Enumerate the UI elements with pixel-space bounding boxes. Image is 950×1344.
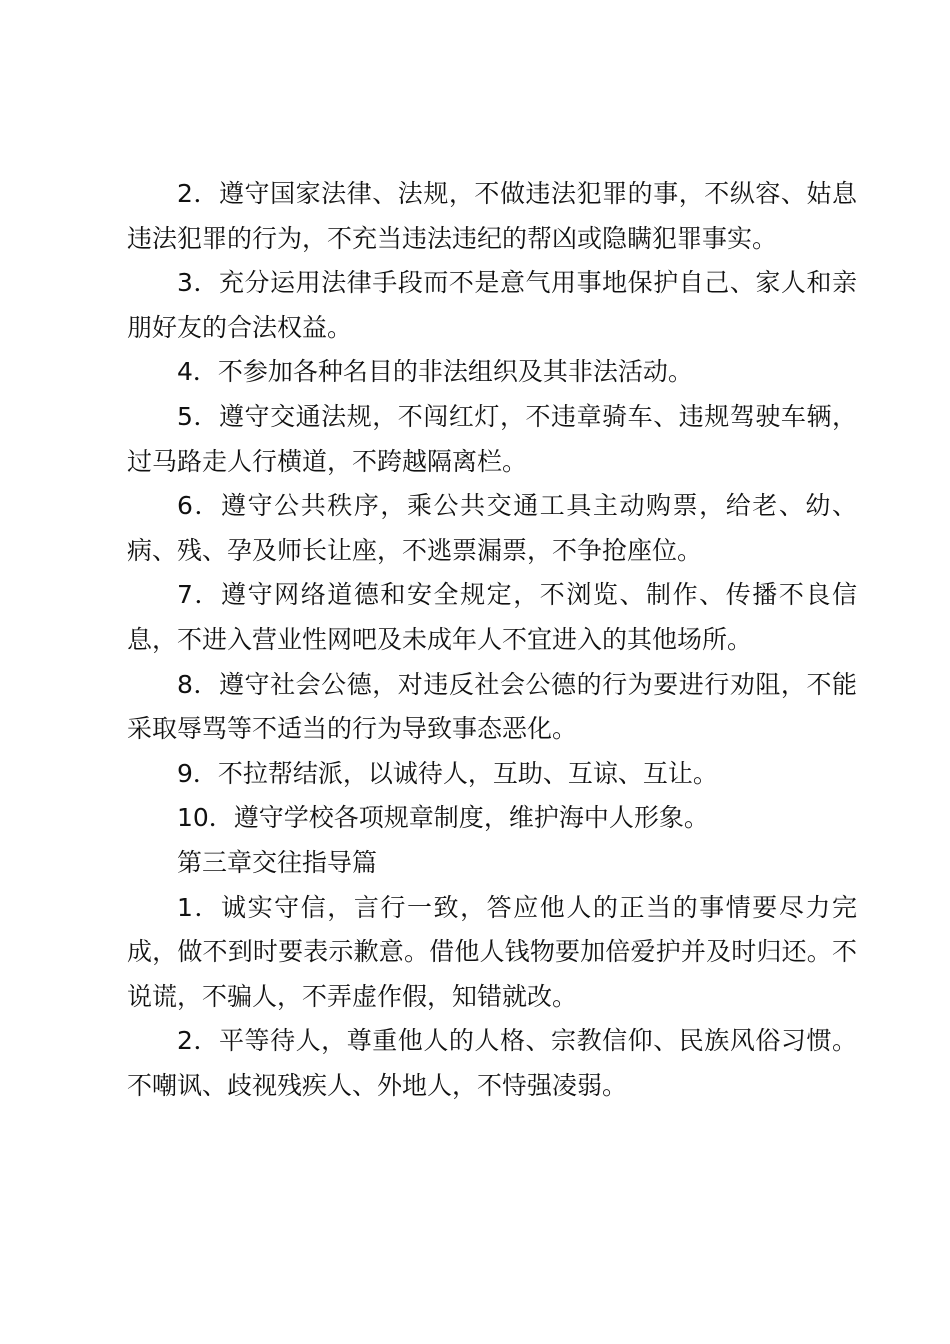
rule-3-rights: 3．充分运用法律手段而不是意气用事地保护自己、家人和亲朋好友的合法权益。 bbox=[127, 268, 857, 342]
chapter-heading: 第三章交往指导篇 bbox=[177, 847, 378, 877]
rule-5-traffic: 5．遵守交通法规，不闯红灯，不违章骑车、违规驾驶车辆，过马路走人行横道，不跨越隔离栏。 bbox=[127, 401, 857, 476]
rule-7-internet: 7．遵守网络道德和安全规定，不浏览、制作、传播不良信息，不进入营业性网吧及未成年人不宜进入的其他场所。 bbox=[127, 580, 857, 654]
rule-4-organizations: 4．不参加各种名目的非法组织及其非法活动。 bbox=[177, 357, 693, 387]
document-page bbox=[127, 172, 857, 1108]
rule-10-school-rules: 10．遵守学校各项规章制度，维护海中人形象。 bbox=[177, 803, 709, 833]
rule-8-social-morality: 8．遵守社会公德，对违反社会公德的行为要进行劝阻，不能采取辱骂等不适当的行为导致事态恶化。 bbox=[127, 669, 857, 744]
rule-6-public-order: 6．遵守公共秩序，乘公共交通工具主动购票，给老、幼、病、残、孕及师长让座，不逃票漏票，不争抢座位。 bbox=[127, 491, 857, 565]
rule-1-honesty: 1．诚实守信，言行一致，答应他人的正当的事情要尽力完成，做不到时要表示歉意。借他人钱物要加倍爱护并及时归还。不说谎，不骗人，不弄虚作假，知错就改。 bbox=[127, 892, 857, 1011]
rule-2-equality: 2．平等待人，尊重他人的人格、宗教信仰、民族风俗习惯。不嘲讽、歧视残疾人、外地人，不恃强凌弱。 bbox=[127, 1026, 857, 1100]
rule-9-integrity: 9．不拉帮结派，以诚待人，互助、互谅、互让。 bbox=[177, 758, 718, 788]
rule-2-law: 2．遵守国家法律、法规，不做违法犯罪的事，不纵容、姑息违法犯罪的行为，不充当违法违纪的帮凶或隐瞒犯罪事实。 bbox=[127, 179, 857, 253]
